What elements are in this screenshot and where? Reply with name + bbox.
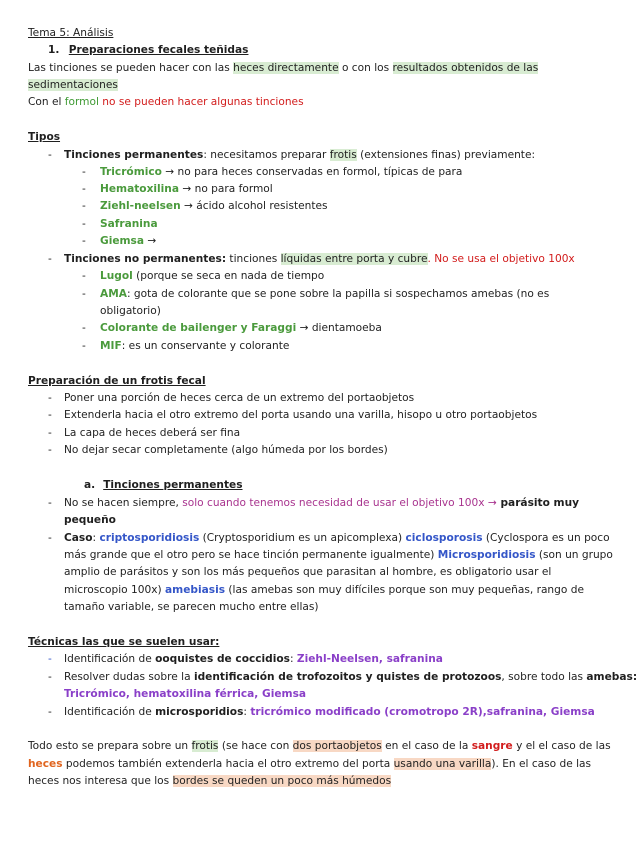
frotis-step-3: La capa de heces deberá ser fina xyxy=(64,427,241,439)
sa-caso-line-3: amplio de parásitos y son los más pequeños que parasitan al hombre, es obligatorio usar el xyxy=(64,566,552,578)
bullet-dash: - xyxy=(48,427,52,439)
bullet-dash: - xyxy=(82,322,86,334)
list-item-mif: MIF: es un conservante y colorante xyxy=(100,340,290,352)
bullet-dash: - xyxy=(48,653,52,665)
list-item-bailenger: Colorante de bailenger y Faraggi → dientamoeba xyxy=(100,322,382,334)
frotis-step-2: Extenderla hacia el otro extremo del porta usando una varilla, hisopo u otro portaobjetos xyxy=(64,409,538,421)
tecnica-row-2-cont: Tricrómico, hematoxilina férrica, Giemsa xyxy=(64,688,307,700)
section-1-heading: 1. Preparaciones fecales teñidas xyxy=(48,44,249,56)
list-item-ama-cont: obligatorio) xyxy=(100,305,161,317)
tecnicas-heading: Técnicas las que se suelen usar: xyxy=(28,636,220,648)
bullet-dash: - xyxy=(82,235,86,247)
intro-line-3: Con el formol no se pueden hacer algunas tinciones xyxy=(28,96,304,108)
bullet-dash: - xyxy=(48,149,52,161)
bullet-dash: - xyxy=(82,200,86,212)
list-item-giemsa: Giemsa → xyxy=(100,235,157,247)
intro-line-2: sedimentaciones xyxy=(28,79,118,91)
bullet-dash: - xyxy=(82,270,86,282)
sa-item-1: No se hacen siempre, solo cuando tenemos necesidad de usar el objetivo 100x → parásito muy xyxy=(64,497,580,509)
bullet-dash: - xyxy=(82,218,86,230)
bullet-dash: - xyxy=(48,444,52,456)
list-item-ziehl: Ziehl-neelsen → ácido alcohol resistentes xyxy=(100,200,328,212)
list-item-safranina: Safranina xyxy=(100,218,158,230)
bullet-dash: - xyxy=(48,532,52,544)
list-item-tricromico: Tricrómico → no para heces conservadas en formol, típicas de para xyxy=(100,166,463,178)
sa-caso-line-1: Caso: criptosporidiosis (Cryptosporidium es un apicomplexa) ciclosporosis (Cyclospora es un poco xyxy=(64,532,610,544)
document-title: Tema 5: Análisis xyxy=(28,27,114,39)
sa-item-1-cont: pequeño xyxy=(64,514,116,526)
list-item-permanentes: Tinciones permanentes: necesitamos preparar frotis (extensiones finas) previamente: xyxy=(64,149,536,161)
bullet-dash: - xyxy=(82,288,86,300)
bullet-dash: - xyxy=(82,166,86,178)
list-item-ama: AMA: gota de colorante que se pone sobre la papilla si sospechamos amebas (no es xyxy=(100,288,550,300)
intro-line-1: Las tinciones se pueden hacer con las heces directamente o con los resultados obtenidos de las xyxy=(28,62,539,74)
list-item-lugol: Lugol (porque se seca en nada de tiempo xyxy=(100,270,325,282)
subsection-a-heading: a. Tinciones permanentes xyxy=(84,479,243,491)
frotis-step-1: Poner una porción de heces cerca de un extremo del portaobjetos xyxy=(64,392,415,404)
tecnica-row-3: Identificación de microsporidios: tricrómico modificado (cromotropo 2R),safranina, Giemsa xyxy=(64,706,595,718)
tecnica-row-1: Identificación de ooquistes de coccidios: Ziehl-Neelsen, safranina xyxy=(64,653,443,665)
tipos-heading: Tipos xyxy=(28,131,61,143)
bullet-dash: - xyxy=(48,497,52,509)
bullet-dash: - xyxy=(48,253,52,265)
closing-line-3: heces nos interesa que los bordes se queden un poco más húmedos xyxy=(28,775,392,787)
bullet-dash: - xyxy=(48,706,52,718)
frotis-heading: Preparación de un frotis fecal xyxy=(28,375,206,387)
list-item-no-permanentes: Tinciones no permanentes: tinciones líquidas entre porta y cubre. No se usa el objetivo 100x xyxy=(64,253,575,265)
closing-line-1: Todo esto se prepara sobre un frotis (se hace con dos portaobjetos en el caso de la sangre y el el caso de las xyxy=(28,740,611,752)
bullet-dash: - xyxy=(48,671,52,683)
bullet-dash: - xyxy=(48,392,52,404)
sa-caso-line-5: tamaño variable, se parecen mucho entre ellas) xyxy=(64,601,319,613)
bullet-dash: - xyxy=(82,183,86,195)
bullet-dash: - xyxy=(48,409,52,421)
sa-caso-line-2: más grande que el otro pero se hace tinción permanente igualmente) Microsporidiosis (son un grupo xyxy=(64,549,613,561)
bullet-dash: - xyxy=(82,340,86,352)
list-item-hematoxilina: Hematoxilina → no para formol xyxy=(100,183,273,195)
frotis-step-4: No dejar secar completamente (algo húmeda por los bordes) xyxy=(64,444,388,456)
closing-line-2: heces podemos también extenderla hacia el otro extremo del porta usando una varilla). En el caso de las xyxy=(28,758,592,770)
sa-caso-line-4: microscopio 100x) amebiasis (las amebas son muy difíciles porque son muy pequeñas, rango de xyxy=(64,584,584,596)
tecnica-row-2: Resolver dudas sobre la identificación de trofozoitos y quistes de protozoos, sobre todo las amebas: xyxy=(64,671,637,683)
